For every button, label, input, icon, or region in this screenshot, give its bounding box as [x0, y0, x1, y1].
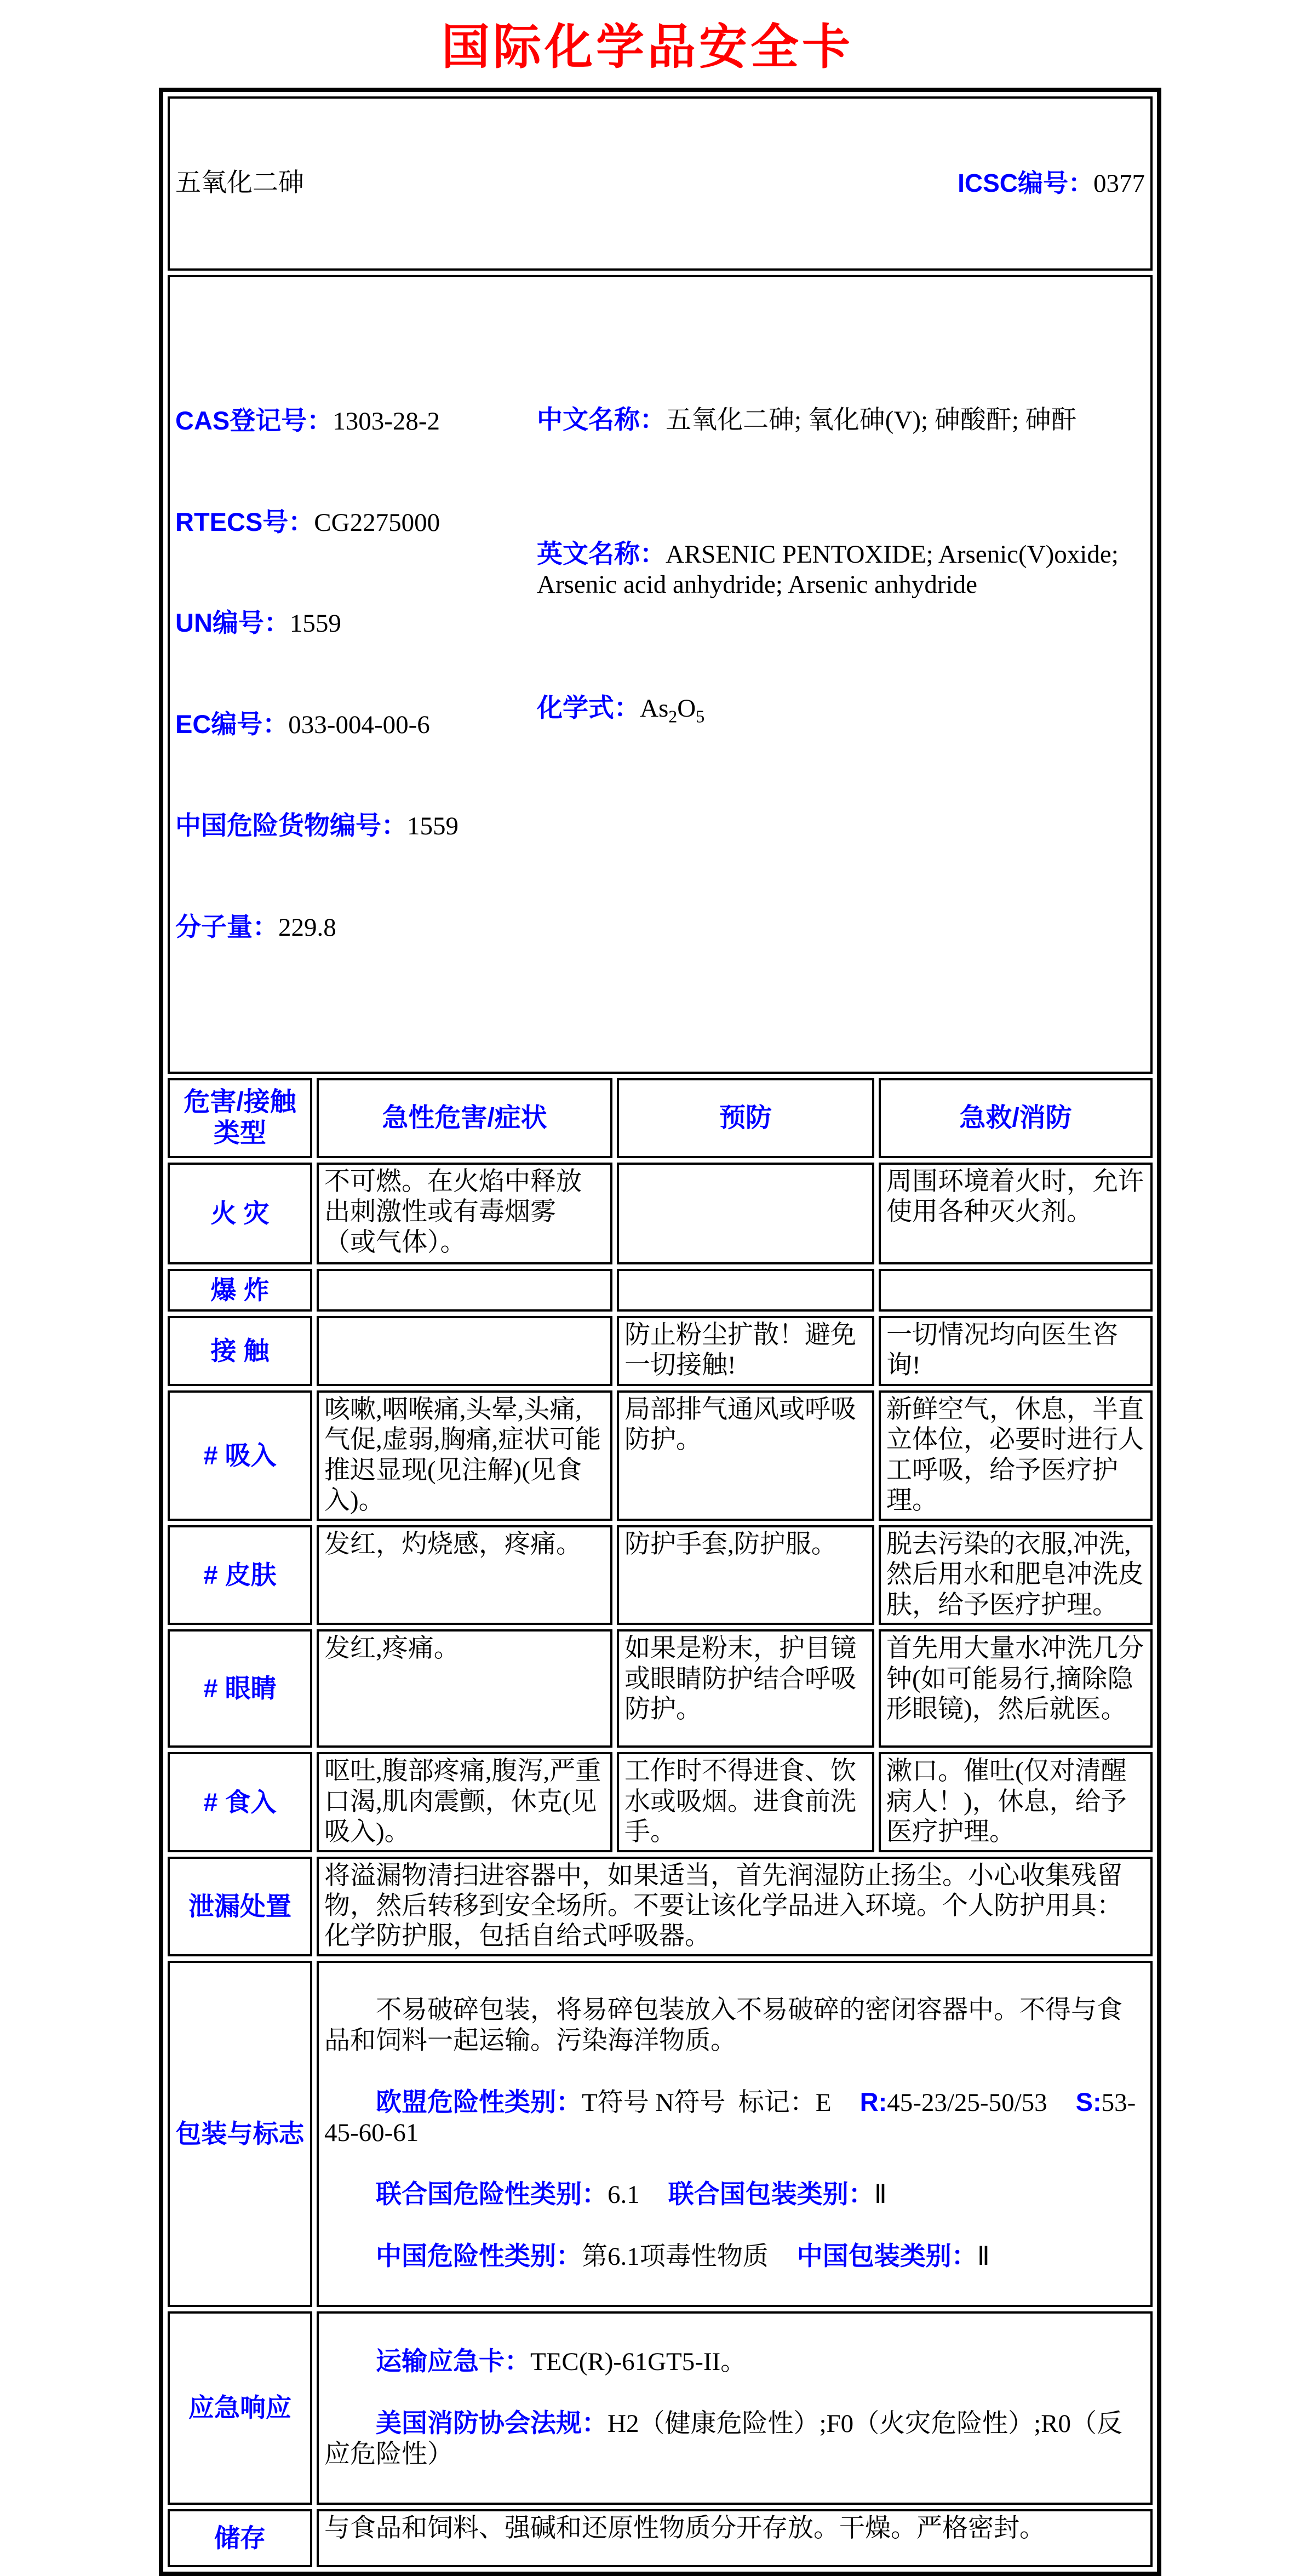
- ingestion-first-aid-cell: 漱口。催吐(仅对清醒病人！)，休息，给予医疗护理。: [879, 1752, 1153, 1852]
- icsc-number-group: [958, 168, 1145, 199]
- inhalation-first-aid-cell: 新鲜空气，休息，半直立体位，必要时进行人工呼吸，给予医疗护理。: [879, 1390, 1153, 1521]
- table-row-explosion: [168, 1269, 1153, 1312]
- cas-number-line: CAS登记号：1303-28-2: [175, 405, 440, 436]
- china-dg-number-line: 中国危险货物编号：1559: [175, 811, 459, 841]
- exposure-first-aid-cell: 一切情况均向医生咨询!: [879, 1316, 1153, 1386]
- un-class-value: 6.1: [608, 2180, 640, 2209]
- exposure-prevention-cell: 防止粉尘扩散！避免一切接触!: [617, 1316, 874, 1386]
- name-row: [168, 96, 1153, 271]
- row-label-packaging: 包装与标志: [168, 1961, 312, 2307]
- r-phrases-label: R:: [859, 2087, 887, 2116]
- table-row-inhalation: [168, 1390, 1153, 1521]
- safety-card-table: [159, 88, 1161, 2576]
- page-title: 国际化学品安全卡: [441, 21, 853, 75]
- row-label-inhalation: # 吸入: [168, 1390, 312, 1521]
- ec-number-line: EC编号：033-004-00-6: [175, 709, 430, 740]
- un-number-line: UN编号：1559: [175, 608, 341, 638]
- english-name-line: 英文名称：ARSENIC PENTOXIDE; Arsenic(V)oxide; Arsenic acid anhydride; Arsenic anhydride: [537, 539, 1124, 599]
- cn-pack-label: 中国包装类别：: [797, 2241, 977, 2270]
- eu-class-symbols: T符号 N符号 标记：E: [582, 2088, 832, 2117]
- eyes-symptoms-cell: 发红,疼痛。: [317, 1629, 612, 1748]
- header-prevention: 预防: [617, 1078, 874, 1158]
- header-symptoms: 急性危害/症状: [317, 1078, 612, 1158]
- emergency-cell: [317, 2311, 1153, 2505]
- table-row-emergency: [168, 2311, 1153, 2505]
- explosion-symptoms-cell: [317, 1269, 612, 1312]
- packaging-cell: [317, 1961, 1153, 2307]
- eu-class-label: 欧盟危险性类别：: [376, 2087, 582, 2116]
- eyes-first-aid-cell: 首先用大量水冲洗几分钟(如可能易行,摘除隐形眼镜)，然后就医。: [879, 1629, 1153, 1748]
- icsc-label: ICSC编号：: [958, 168, 1094, 197]
- header-row: [168, 1078, 1153, 1158]
- name-list: [537, 340, 1145, 1009]
- header-hazard-type: 危害/接触类型: [168, 1078, 312, 1158]
- header-first-aid: 急救/消防: [879, 1078, 1153, 1158]
- s-phrases-value: 53-45-60-61: [324, 2088, 1136, 2148]
- skin-symptoms-cell: 发红，灼烧感，疼痛。: [317, 1525, 612, 1625]
- skin-prevention-cell: 防护手套,防护服。: [617, 1525, 874, 1625]
- table-row-fire: [168, 1163, 1153, 1264]
- spill-disposal-cell: 将溢漏物清扫进容器中，如果适当，首先润湿防止扬尘。小心收集残留物，然后转移到安全场所。不要让该化学品进入环境。个人防护用具：化学防护服，包括自给式呼吸器。: [317, 1857, 1153, 1956]
- identifier-list: [175, 340, 537, 1009]
- packaging-text: 不易破碎包装，将易碎包装放入不易破碎的密闭容器中。不得与食品和饲料一起运输。污染海洋物质。: [324, 1996, 1122, 2055]
- table-row-storage: [168, 2509, 1153, 2567]
- row-label-emergency: 应急响应: [168, 2311, 312, 2505]
- row-label-spill-disposal: 泄漏处置: [168, 1857, 312, 1956]
- explosion-first-aid-cell: [879, 1269, 1153, 1312]
- row-label-ingestion: # 食入: [168, 1752, 312, 1852]
- nfpa-label: 美国消防协会法规：: [376, 2408, 608, 2438]
- explosion-prevention-cell: [617, 1269, 874, 1312]
- rtecs-number-line: RTECS号：CG2275000: [175, 507, 440, 537]
- chemical-name: 五氧化二砷: [175, 169, 304, 198]
- fire-prevention-cell: [617, 1163, 874, 1264]
- un-class-label: 联合国危险性类别：: [376, 2179, 608, 2209]
- row-label-fire: 火 灾: [168, 1163, 312, 1264]
- row-label-exposure: 接 触: [168, 1316, 312, 1386]
- chemical-formula: $As_2O_5$: [640, 694, 705, 726]
- chinese-name-line: 中文名称：五氧化二砷; 氧化砷(V); 砷酸酐; 砷酐: [537, 404, 1077, 434]
- ingestion-symptoms-cell: 呕吐,腹部疼痛,腹泻,严重口渴,肌肉震颤，休克(见吸入)。: [317, 1752, 612, 1852]
- ingestion-prevention-cell: 工作时不得进食、饮水或吸烟。进食前洗手。: [617, 1752, 874, 1852]
- table-row-packaging: [168, 1961, 1153, 2307]
- row-label-eyes: # 眼睛: [168, 1629, 312, 1748]
- tec-card-label: 运输应急卡：: [376, 2346, 530, 2376]
- table-row-spill-disposal: [168, 1857, 1153, 1956]
- cn-class-label: 中国危险性类别：: [376, 2241, 582, 2270]
- r-phrases-value: 45-23/25-50/53: [887, 2088, 1047, 2117]
- inhalation-prevention-cell: 局部排气通风或呼吸防护。: [617, 1390, 874, 1521]
- formula-line: 化学式：$As_2O_5$: [537, 693, 705, 726]
- fire-symptoms-cell: 不可燃。在火焰中释放出刺激性或有毒烟雾（或气体）。: [317, 1163, 612, 1264]
- exposure-symptoms-cell: [317, 1316, 612, 1386]
- un-pack-label: 联合国包装类别：: [668, 2179, 874, 2209]
- inhalation-symptoms-cell: 咳嗽,咽喉痛,头晕,头痛,气促,虚弱,胸痛,症状可能推迟显现(见注解)(见食入)。: [317, 1390, 612, 1521]
- icsc-value: 0377: [1093, 169, 1145, 198]
- row-label-explosion: 爆 炸: [168, 1269, 312, 1312]
- cn-pack-value: Ⅱ: [977, 2242, 990, 2271]
- nfpa-value: H2（健康危险性）;F0（火灾危险性）;R0（反应危险性）: [324, 2409, 1123, 2469]
- fire-first-aid-cell: 周围环境着火时，允许使用各种灭火剂。: [879, 1163, 1153, 1264]
- table-row-skin: [168, 1525, 1153, 1625]
- molecular-weight-line: 分子量：229.8: [175, 912, 336, 942]
- info-row: [168, 275, 1153, 1074]
- s-phrases-label: S:: [1075, 2087, 1102, 2116]
- skin-first-aid-cell: 脱去污染的衣服,冲洗,然后用水和肥皂冲洗皮肤，给予医疗护理。: [879, 1525, 1153, 1625]
- un-pack-value: Ⅱ: [874, 2180, 887, 2209]
- table-row-ingestion: [168, 1752, 1153, 1852]
- storage-cell: 与食品和饲料、强碱和还原性物质分开存放。干燥。严格密封。: [317, 2509, 1153, 2567]
- cn-class-value: 第6.1项毒性物质: [582, 2242, 769, 2271]
- table-row-eyes: [168, 1629, 1153, 1748]
- row-label-storage: 储存: [168, 2509, 312, 2567]
- eyes-prevention-cell: 如果是粉末，护目镜或眼睛防护结合呼吸防护。: [617, 1629, 874, 1748]
- tec-card-value: TEC(R)-61GT5-II。: [530, 2348, 747, 2377]
- row-label-skin: # 皮肤: [168, 1525, 312, 1625]
- table-row-exposure: [168, 1316, 1153, 1386]
